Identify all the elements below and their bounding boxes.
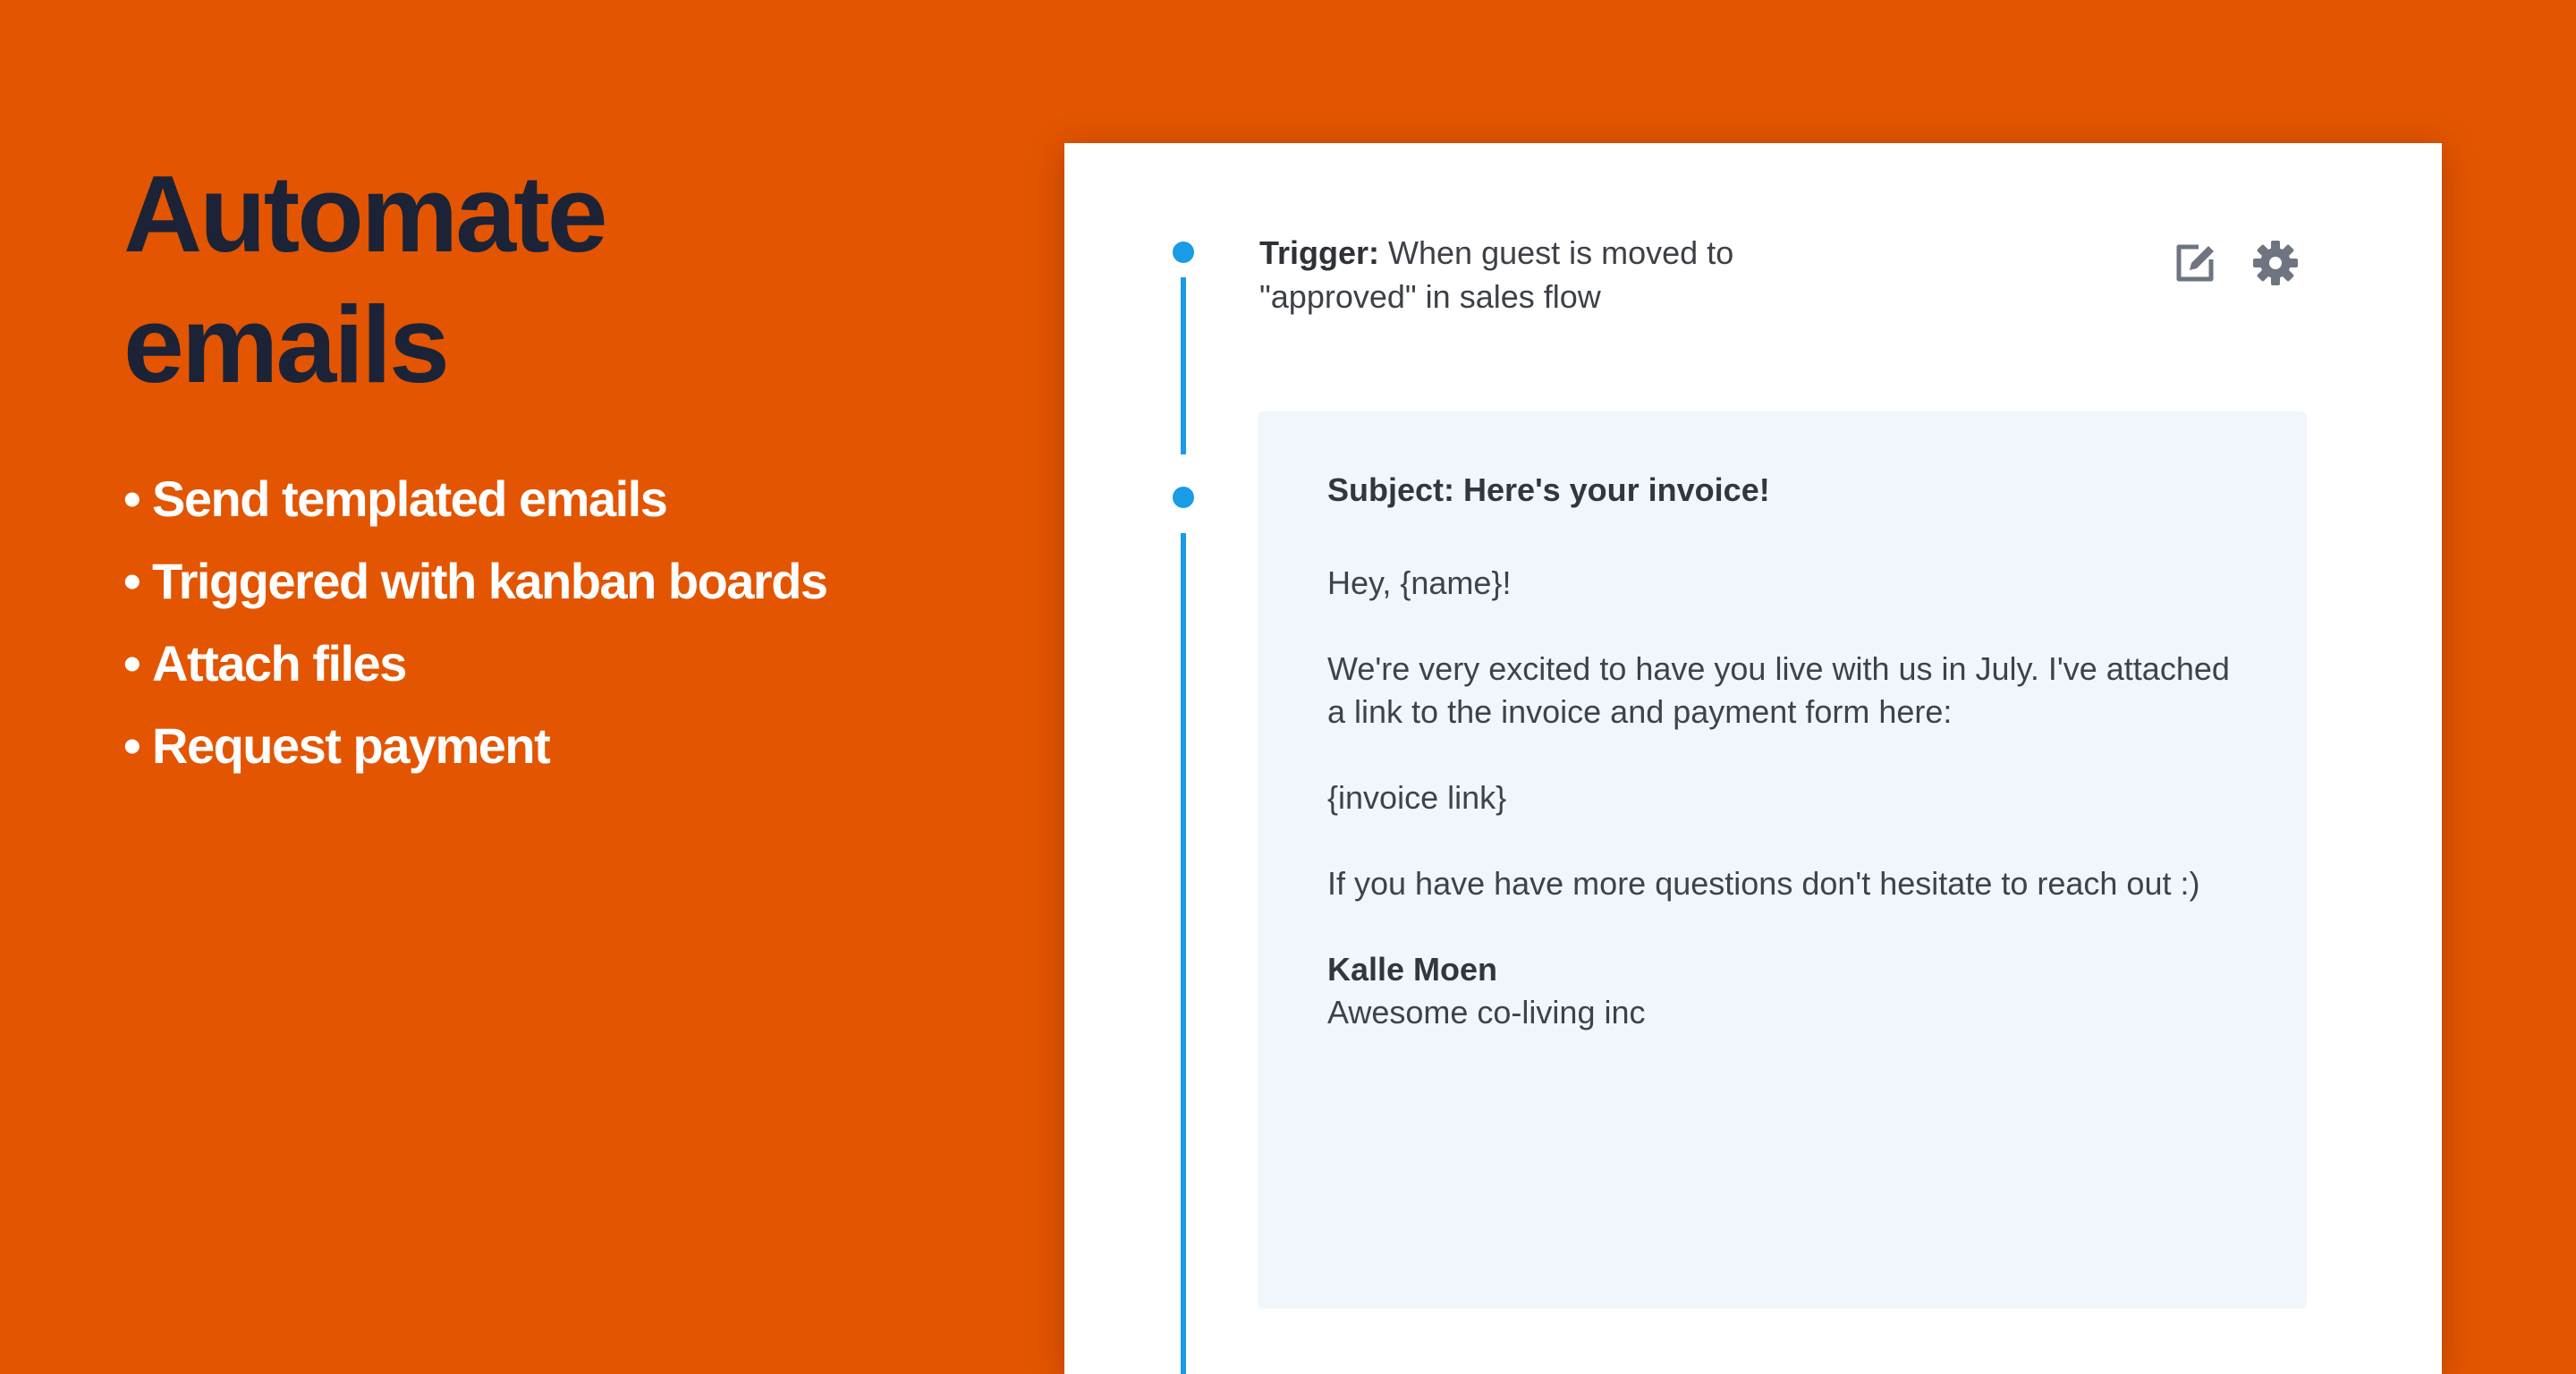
feature-label: Triggered with kanban boards bbox=[152, 553, 827, 609]
email-content bbox=[1327, 469, 2240, 1034]
feature-label: Attach files bbox=[152, 635, 406, 691]
timeline-line bbox=[1181, 533, 1186, 1374]
trigger-text: When guest is moved to "approved" in sales flow bbox=[1259, 234, 1734, 315]
email-preview bbox=[1258, 411, 2307, 1309]
feature-label: Send templated emails bbox=[152, 471, 667, 527]
signature-name: Kalle Moen bbox=[1327, 951, 1498, 988]
email-body-paragraph: We're very excited to have you live with us in July. I've attached a link to the invoice and payment form here: bbox=[1327, 650, 2230, 730]
settings-button[interactable] bbox=[2250, 238, 2301, 288]
headline-line-2: emails bbox=[123, 284, 447, 405]
timeline-dot-trigger bbox=[1173, 242, 1194, 263]
timeline-dot-email bbox=[1173, 487, 1194, 508]
feature-item bbox=[123, 705, 827, 787]
email-invoice-link: {invoice link} bbox=[1327, 779, 1507, 816]
feature-item bbox=[123, 540, 827, 623]
headline-line-1: Automate bbox=[123, 153, 606, 275]
gear-icon bbox=[2251, 239, 2300, 287]
bullet: • bbox=[123, 635, 140, 691]
edit-button[interactable] bbox=[2170, 238, 2220, 288]
email-greeting: Hey, {name}! bbox=[1327, 564, 1512, 601]
email-body-paragraph: If you have have more questions don't hesitate to reach out :) bbox=[1327, 865, 2200, 902]
feature-label: Request payment bbox=[152, 717, 550, 774]
trigger-description bbox=[1259, 231, 1868, 318]
automation-card bbox=[1064, 143, 2442, 1374]
email-subject: Subject: Here's your invoice! bbox=[1327, 471, 1770, 508]
feature-item bbox=[123, 623, 827, 705]
signature-company: Awesome co-living inc bbox=[1327, 994, 1646, 1030]
bullet: • bbox=[123, 553, 140, 609]
feature-item bbox=[123, 458, 827, 540]
headline bbox=[123, 148, 928, 410]
feature-list bbox=[123, 458, 827, 787]
timeline-line bbox=[1181, 277, 1186, 454]
bullet: • bbox=[123, 471, 140, 527]
bullet: • bbox=[123, 717, 140, 774]
trigger-label: Trigger: bbox=[1259, 234, 1380, 271]
edit-icon bbox=[2172, 240, 2218, 286]
